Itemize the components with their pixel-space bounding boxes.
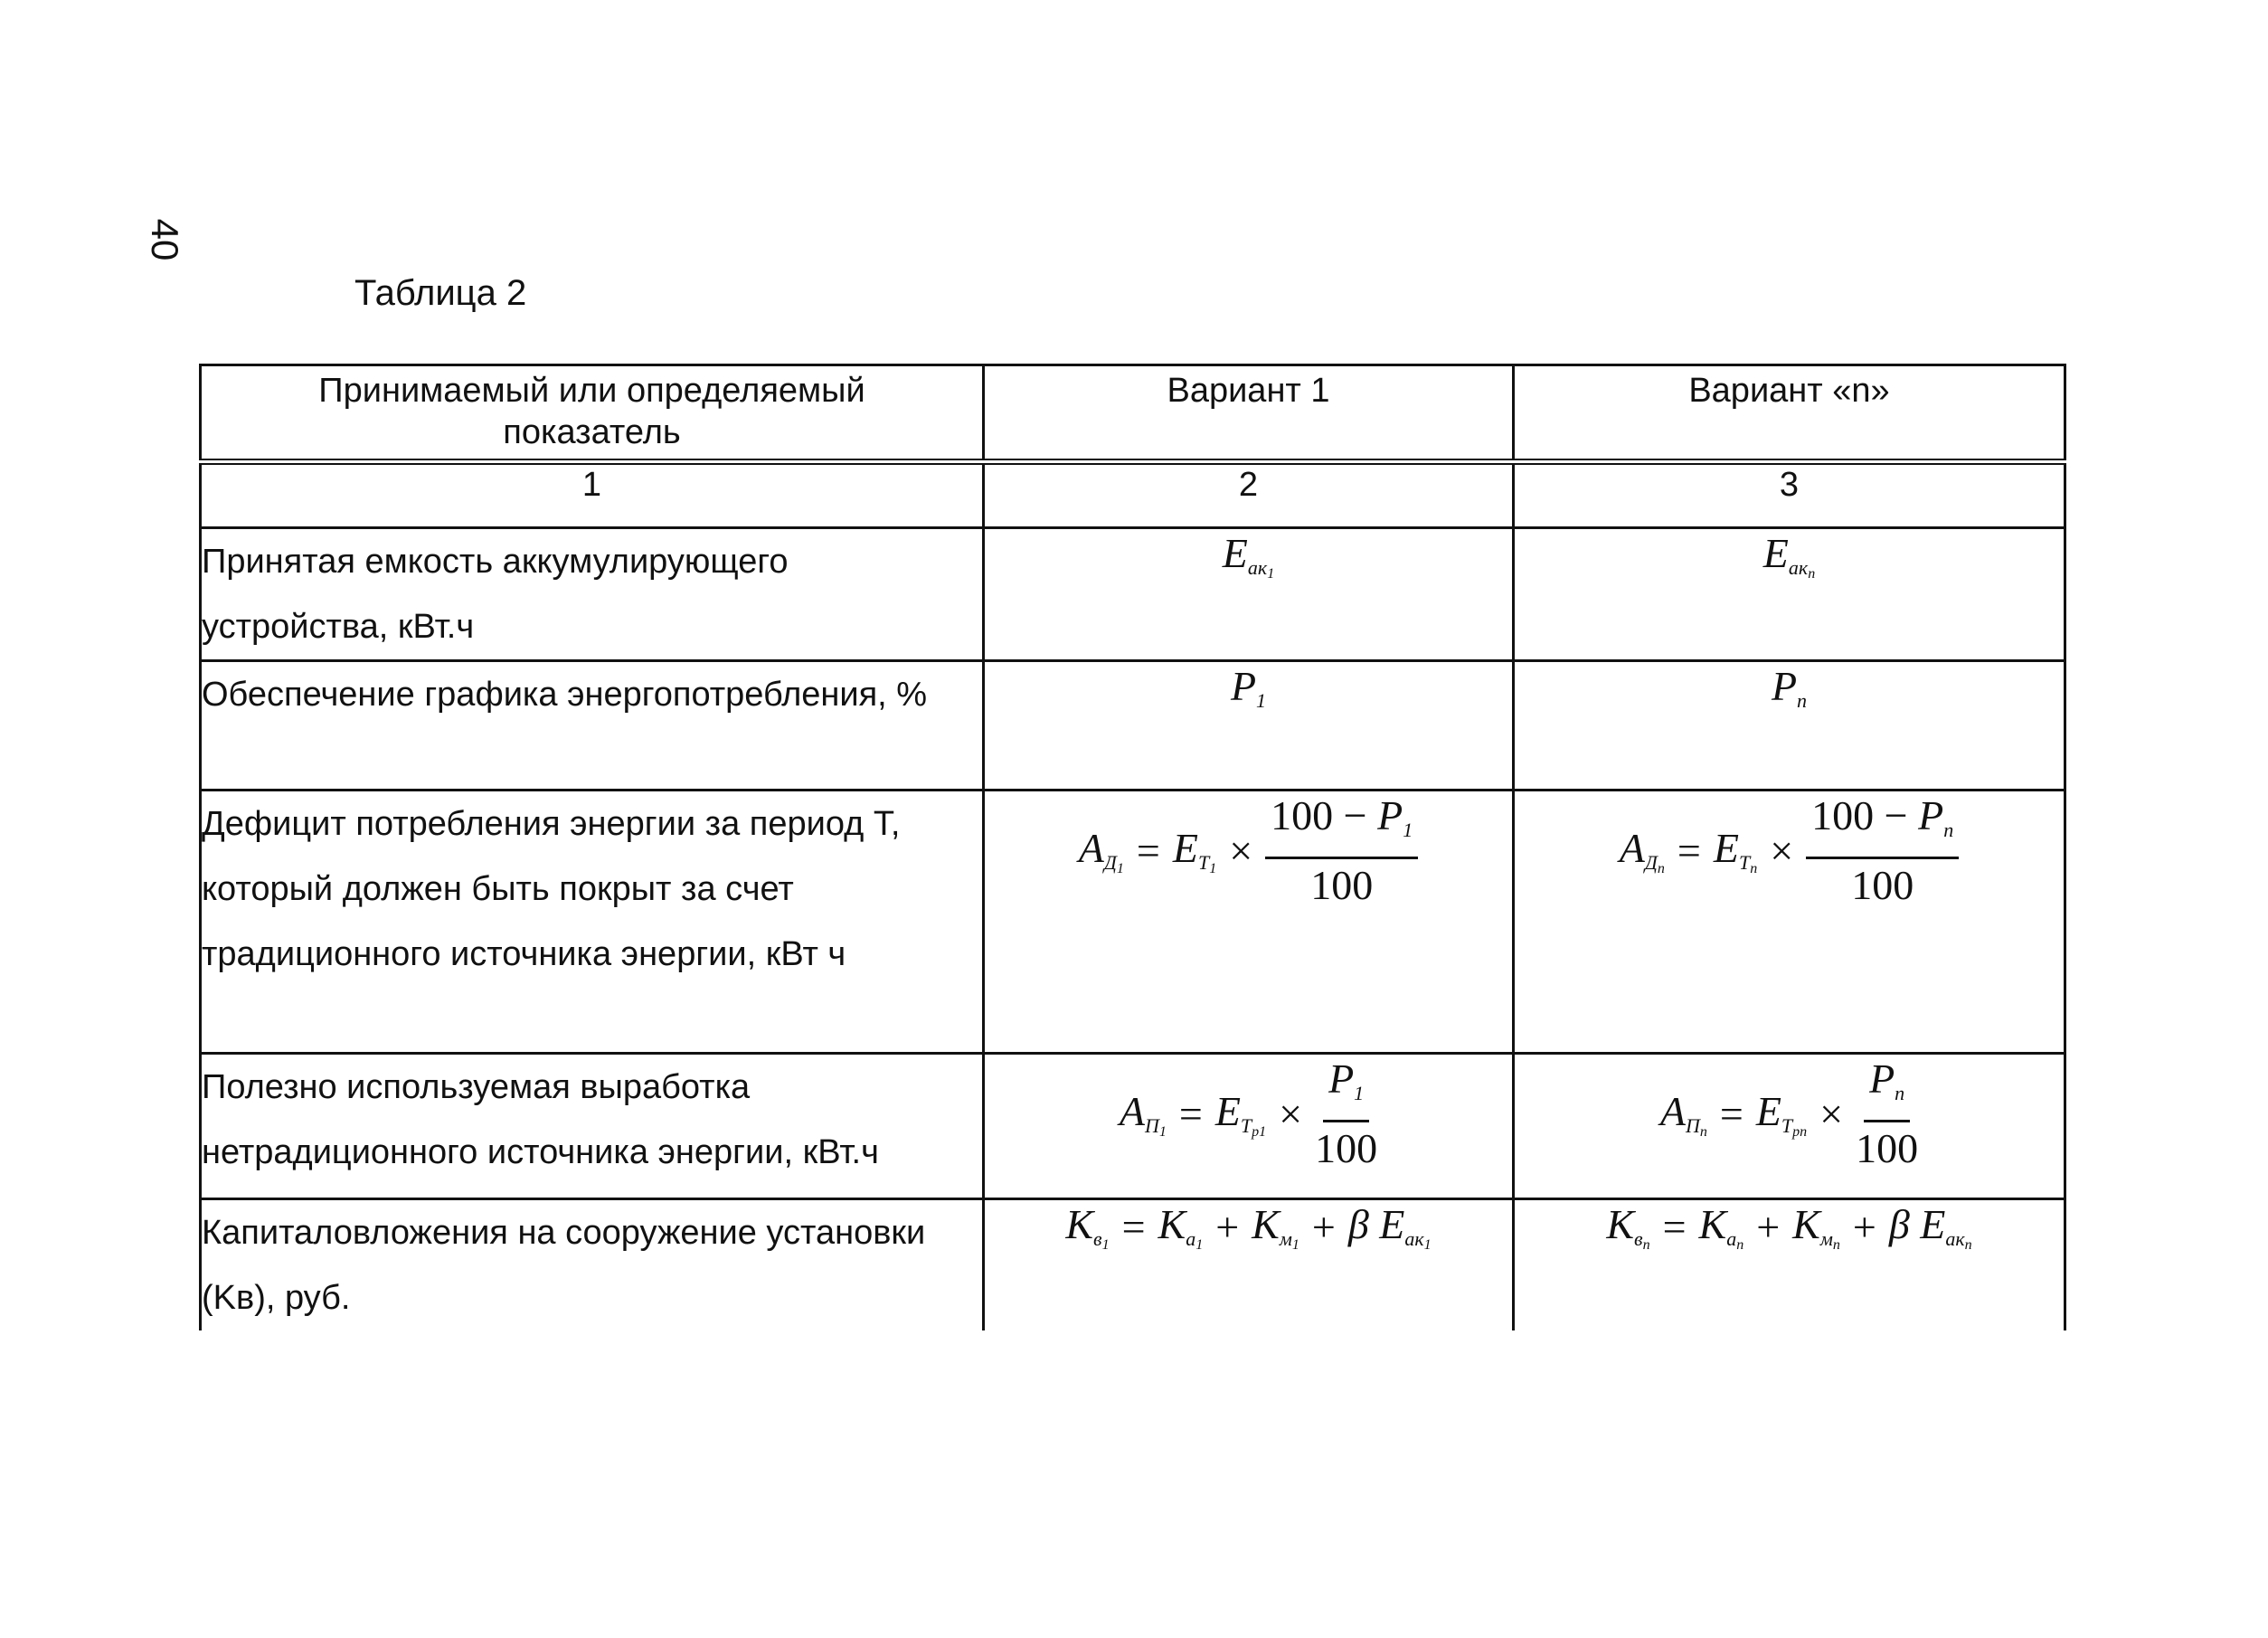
plus-sign: + bbox=[1311, 1204, 1336, 1250]
symbol-subsub: n bbox=[1699, 1124, 1707, 1140]
fraction bbox=[1315, 1055, 1377, 1173]
symbol-base: E bbox=[1762, 530, 1789, 576]
symbol-sub: м bbox=[1819, 1227, 1833, 1250]
symbol-sub: ак bbox=[1945, 1227, 1965, 1250]
symbol-sub: a bbox=[1186, 1227, 1196, 1250]
symbol-sub: м bbox=[1279, 1227, 1292, 1250]
denominator: 100 bbox=[1315, 1125, 1378, 1171]
formula-useful-v1 bbox=[984, 1054, 1514, 1199]
symbol-sub: 1 bbox=[1354, 1082, 1365, 1104]
symbol-sub: T bbox=[1781, 1114, 1793, 1137]
data-table bbox=[199, 364, 2066, 1330]
formula-capacity-vn bbox=[1514, 528, 2065, 661]
column-number: 3 bbox=[1514, 462, 2065, 528]
symbol-km: K bbox=[1792, 1201, 1820, 1247]
symbol-subsub: 1 bbox=[1116, 861, 1124, 876]
symbol-k: K bbox=[1065, 1201, 1093, 1247]
symbol-sub: ак bbox=[1247, 556, 1268, 579]
symbol-subsub: n bbox=[1808, 566, 1816, 582]
column-number: 2 bbox=[984, 462, 1514, 528]
column-number-row bbox=[201, 462, 2065, 528]
formula-capital-vn bbox=[1514, 1199, 2065, 1331]
symbol-sub: ак bbox=[1788, 556, 1809, 579]
denominator: 100 bbox=[1856, 1125, 1919, 1171]
symbol-sub: ак bbox=[1404, 1227, 1424, 1250]
plus-sign: + bbox=[1756, 1204, 1781, 1250]
symbol-ka: K bbox=[1698, 1201, 1727, 1247]
symbol-subsub: 1 bbox=[1101, 1237, 1110, 1253]
symbol-e: E bbox=[1379, 1201, 1405, 1247]
table-caption: Таблица 2 bbox=[354, 273, 527, 313]
column-number: 1 bbox=[201, 462, 984, 528]
equals-sign: = bbox=[1719, 1091, 1744, 1137]
numerator-constant: 100 − bbox=[1811, 792, 1908, 838]
table-row bbox=[201, 528, 2065, 661]
table-row bbox=[201, 1199, 2065, 1331]
row-label-deficit: Дефицит потребления энергии за период T, который должен быть покрыт за счет традиционного источника энергии, кВт ч bbox=[201, 791, 984, 1054]
equals-sign: = bbox=[1136, 828, 1160, 874]
symbol-subsub: n bbox=[1964, 1237, 1972, 1253]
row-label-capital: Капиталовложения на сооружение установки (Kв), руб. bbox=[201, 1199, 984, 1331]
page-number: 40 bbox=[144, 218, 186, 261]
header-variant-n: Вариант «n» bbox=[1514, 365, 2065, 462]
symbol-subsub: 1 bbox=[1195, 1237, 1204, 1253]
beta-symbol: β bbox=[1347, 1201, 1369, 1247]
times-sign: × bbox=[1819, 1091, 1844, 1137]
symbol-e: E bbox=[1920, 1201, 1946, 1247]
symbol-sub: в bbox=[1093, 1227, 1102, 1250]
symbol-sub: n bbox=[1895, 1082, 1905, 1104]
symbol-lhs: A bbox=[1078, 825, 1104, 871]
formula-deficit-v1 bbox=[984, 791, 1514, 1054]
times-sign: × bbox=[1770, 828, 1794, 874]
symbol-sub: T bbox=[1240, 1114, 1252, 1137]
symbol-subsub: 1 bbox=[1267, 566, 1275, 582]
beta-symbol: β bbox=[1888, 1201, 1910, 1247]
fraction bbox=[1856, 1055, 1918, 1173]
symbol-sub: Д bbox=[1103, 851, 1117, 874]
numerator-symbol: P bbox=[1918, 792, 1944, 838]
numerator-symbol: P bbox=[1328, 1056, 1355, 1102]
plus-sign: + bbox=[1852, 1204, 1876, 1250]
table-row bbox=[201, 661, 2065, 791]
formula-graph-vn bbox=[1514, 661, 2065, 791]
formula-deficit-vn bbox=[1514, 791, 2065, 1054]
symbol-e: E bbox=[1755, 1088, 1781, 1134]
symbol-subsub: n bbox=[1750, 861, 1758, 876]
symbol-subsub: р1 bbox=[1252, 1124, 1267, 1140]
header-variant-1: Вариант 1 bbox=[984, 365, 1514, 462]
row-label-capacity: Принятая емкость аккумулирующего устройства, кВт.ч bbox=[201, 528, 984, 661]
table-row bbox=[201, 791, 2065, 1054]
symbol-subsub: n bbox=[1657, 861, 1665, 876]
fraction bbox=[1265, 791, 1418, 910]
symbol-subsub: 1 bbox=[1423, 1237, 1432, 1253]
table-row bbox=[201, 1054, 2065, 1199]
symbol-base: P bbox=[1771, 663, 1798, 709]
formula-useful-vn bbox=[1514, 1054, 2065, 1199]
symbol-sub: П bbox=[1144, 1114, 1159, 1137]
symbol-sub: П bbox=[1685, 1114, 1700, 1137]
formula-capacity-v1 bbox=[984, 528, 1514, 661]
numerator-symbol: P bbox=[1377, 792, 1403, 838]
equals-sign: = bbox=[1178, 1091, 1203, 1137]
times-sign: × bbox=[1229, 828, 1253, 874]
plus-sign: + bbox=[1215, 1204, 1240, 1250]
symbol-subsub: n bbox=[1832, 1237, 1840, 1253]
symbol-base: E bbox=[1222, 530, 1248, 576]
symbol-sub: 1 bbox=[1256, 689, 1267, 712]
symbol-sub: T bbox=[1738, 851, 1751, 874]
symbol-sub: n bbox=[1797, 689, 1808, 712]
row-label-graph: Обеспечение графика энергопотребления, % bbox=[201, 661, 984, 791]
symbol-subsub: n bbox=[1736, 1237, 1744, 1253]
equals-sign: = bbox=[1677, 828, 1701, 874]
symbol-sub: T bbox=[1197, 851, 1210, 874]
symbol-subsub: рn bbox=[1792, 1124, 1808, 1140]
symbol-ka: K bbox=[1158, 1201, 1186, 1247]
header-row bbox=[201, 365, 2065, 462]
symbol-sub: n bbox=[1943, 819, 1954, 841]
numerator-constant: 100 − bbox=[1271, 792, 1367, 838]
numerator-symbol: P bbox=[1869, 1056, 1895, 1102]
times-sign: × bbox=[1279, 1091, 1303, 1137]
row-label-useful-output: Полезно используемая выработка нетрадиционного источника энергии, кВт.ч bbox=[201, 1054, 984, 1199]
fraction bbox=[1806, 791, 1959, 910]
symbol-subsub: n bbox=[1642, 1237, 1650, 1253]
denominator: 100 bbox=[1851, 862, 1914, 908]
symbol-e: E bbox=[1172, 825, 1198, 871]
denominator: 100 bbox=[1310, 862, 1374, 908]
formula-capital-v1 bbox=[984, 1199, 1514, 1331]
symbol-sub: a bbox=[1726, 1227, 1737, 1250]
symbol-e: E bbox=[1713, 825, 1739, 871]
symbol-sub: 1 bbox=[1403, 819, 1413, 841]
header-indicator: Принимаемый или определяемый показатель bbox=[201, 365, 984, 462]
symbol-subsub: 1 bbox=[1158, 1124, 1167, 1140]
symbol-subsub: 1 bbox=[1209, 861, 1217, 876]
equals-sign: = bbox=[1121, 1204, 1146, 1250]
symbol-sub: в bbox=[1634, 1227, 1643, 1250]
symbol-k: K bbox=[1606, 1201, 1634, 1247]
symbol-subsub: 1 bbox=[1291, 1237, 1299, 1253]
symbol-e: E bbox=[1214, 1088, 1241, 1134]
symbol-lhs: A bbox=[1119, 1088, 1145, 1134]
formula-graph-v1 bbox=[984, 661, 1514, 791]
symbol-km: K bbox=[1252, 1201, 1280, 1247]
symbol-base: P bbox=[1230, 663, 1257, 709]
equals-sign: = bbox=[1662, 1204, 1687, 1250]
symbol-lhs: A bbox=[1619, 825, 1645, 871]
symbol-sub: Д bbox=[1644, 851, 1658, 874]
symbol-lhs: A bbox=[1659, 1088, 1686, 1134]
